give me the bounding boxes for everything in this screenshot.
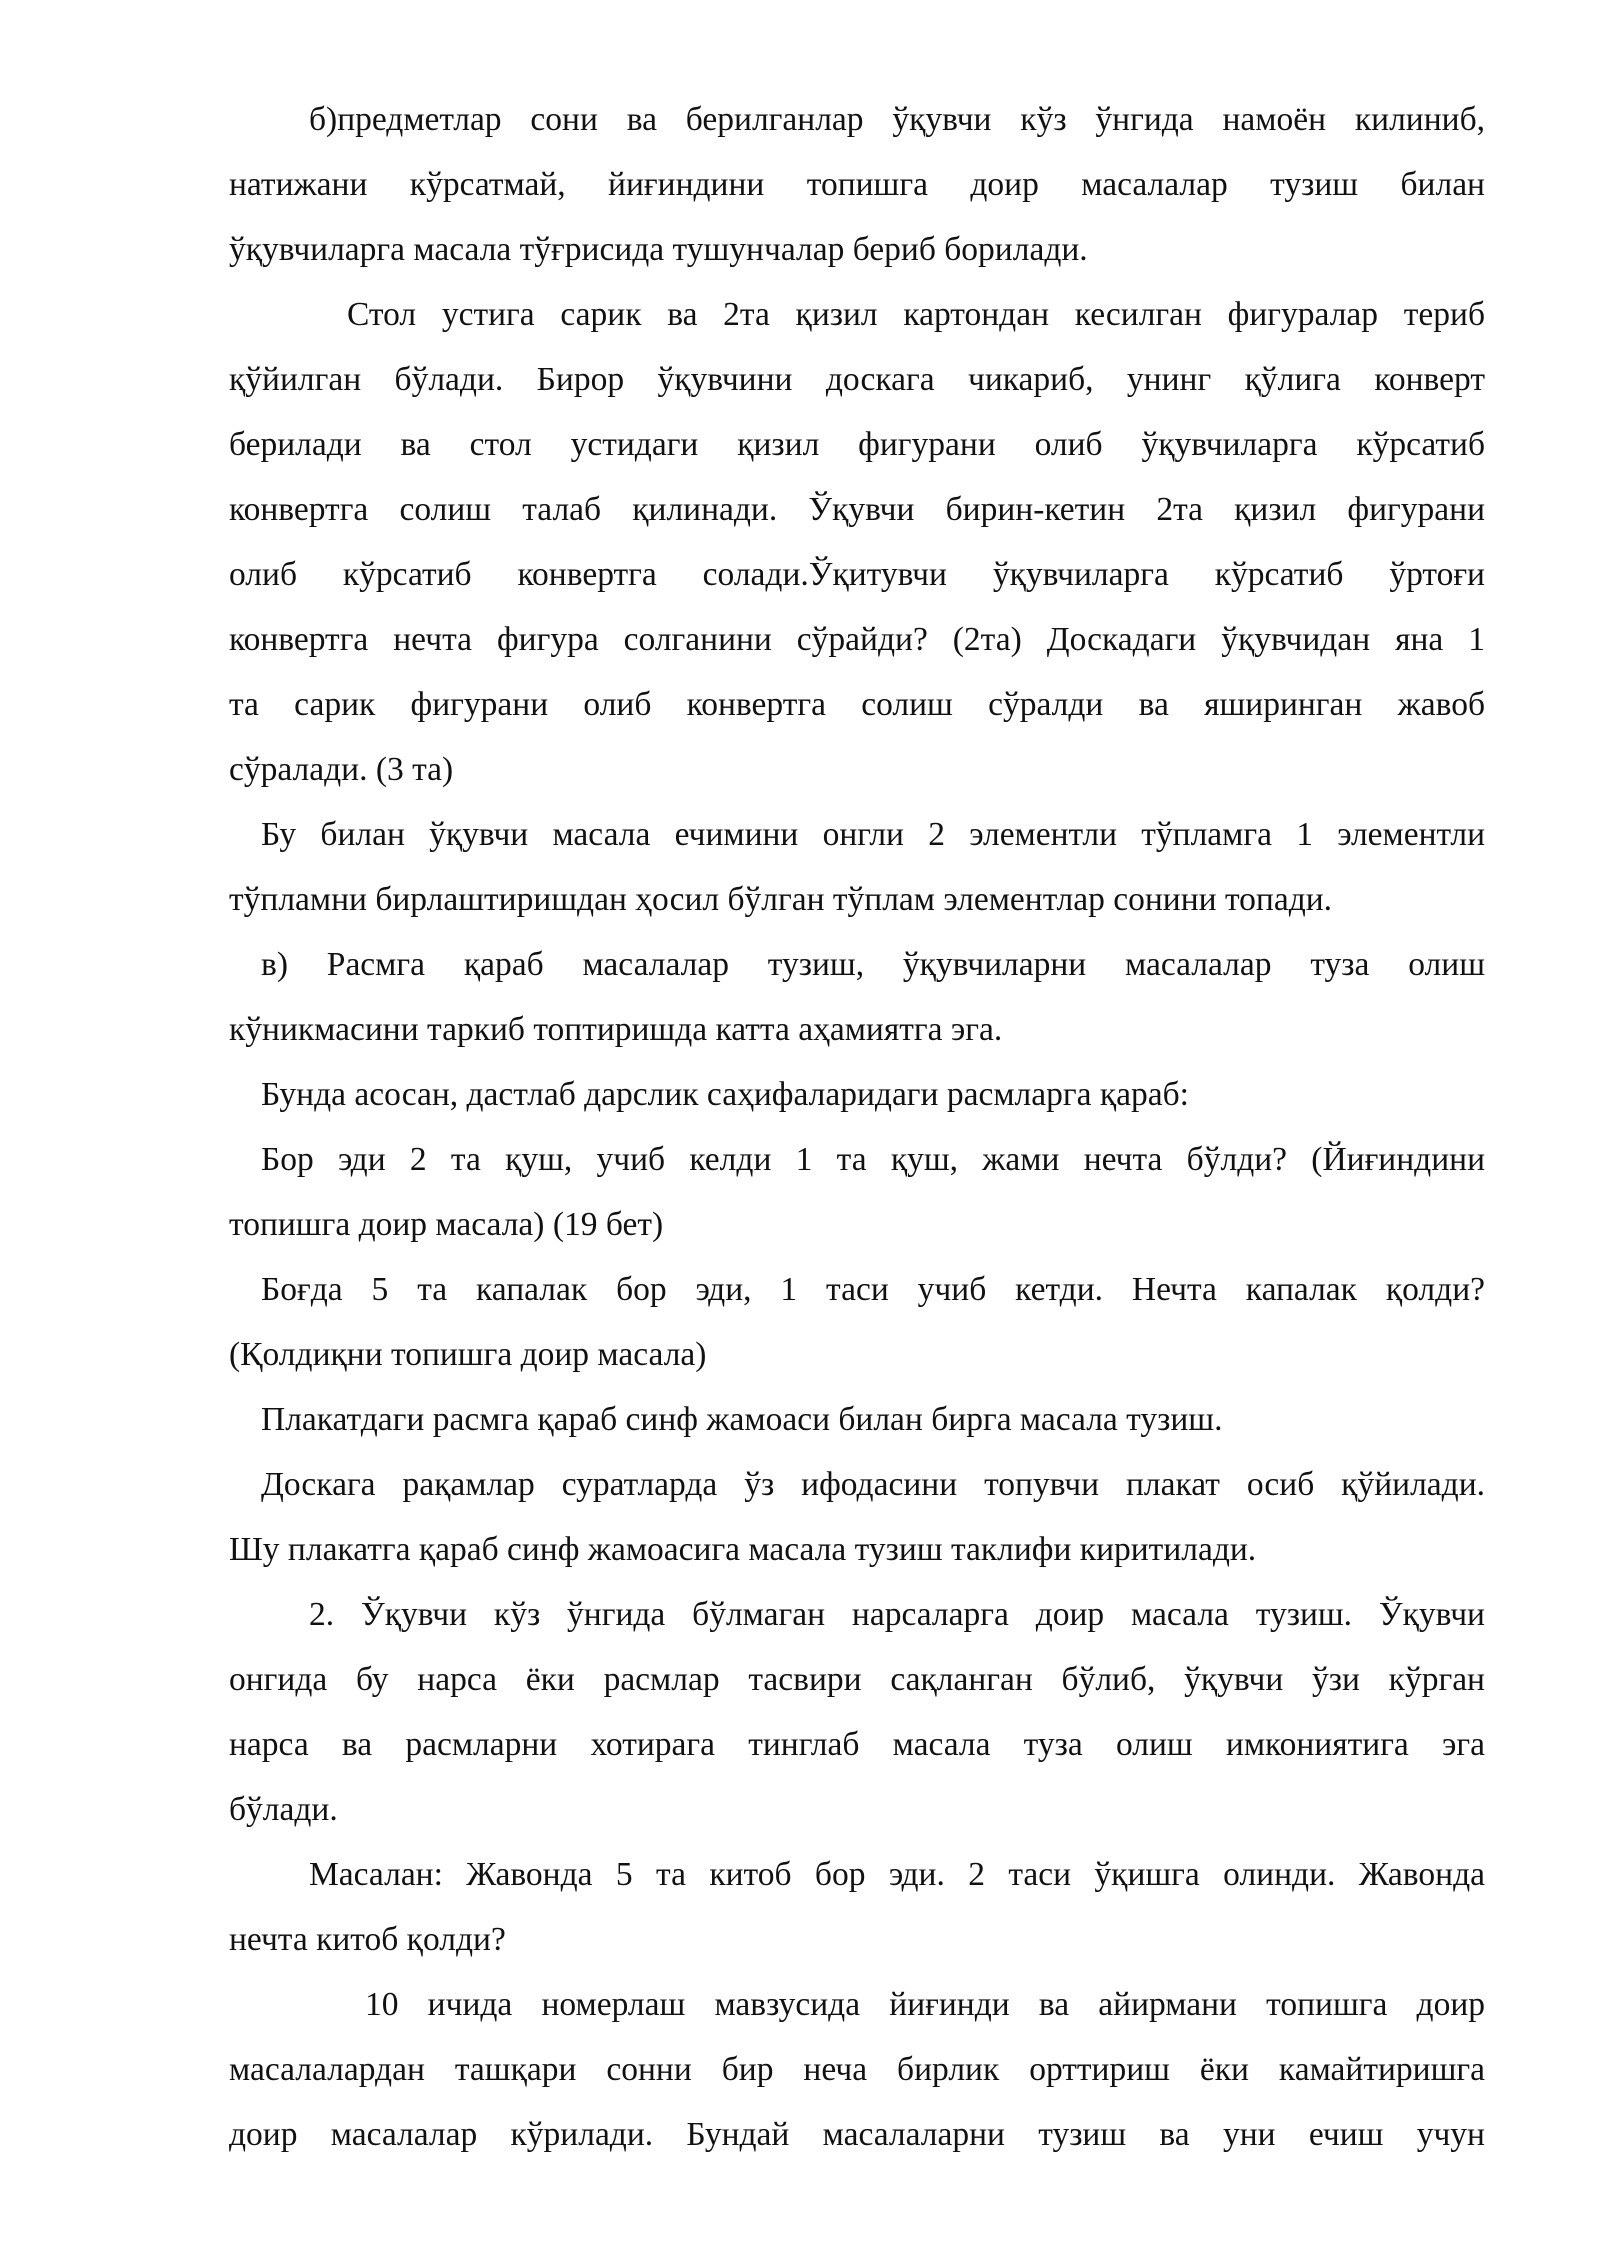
paragraph-line: топишга доир масала) (19 бет): [229, 1206, 664, 1243]
paragraph-line: Шу плакатга қараб синф жамоасига масала тузиш таклифи киритилади.: [229, 1531, 1257, 1568]
paragraph-line: Масалан: Жавонда 5 та китоб бор эди. 2 таси ўқишга олинди. Жавонда: [309, 1856, 1485, 1893]
paragraph-line: конвертга солиш талаб қилинади. Ўқувчи бирин-кетин 2та қизил фигурани: [229, 491, 1485, 528]
paragraph-line: б)предметлар сони ва берилганлар ўқувчи кўз ўнгида намоён килиниб,: [309, 101, 1485, 138]
paragraph-line: тўпламни бирлаштиришдан ҳосил бўлган тўплам элементлар сонини топади.: [229, 881, 1333, 918]
paragraph-line: Плакатдаги расмга қараб синф жамоаси билан бирга масала тузиш.: [261, 1401, 1223, 1438]
paragraph-line: масалалардан ташқари сонни бир неча бирлик орттириш ёки камайтиришга: [229, 2051, 1485, 2088]
paragraph-line: та сарик фигурани олиб конвертга солиш сўралди ва яширинган жавоб: [229, 686, 1485, 723]
paragraph-line: Бор эди 2 та қуш, учиб келди 1 та қуш, жами нечта бўлди? (Йиғиндини: [261, 1141, 1485, 1178]
paragraph-line: натижани кўрсатмай, йиғиндини топишга доир масалалар тузиш билан: [229, 166, 1485, 203]
paragraph-line: Стол устига сарик ва 2та қизил картондан кесилган фигуралар териб: [347, 296, 1485, 333]
paragraph-line: қўйилган бўлади. Бирор ўқувчини доскага чикариб, унинг қўлига конверт: [229, 361, 1485, 398]
paragraph-line: конвертга нечта фигура солганини сўрайди? (2та) Доскадаги ўқувчидан яна 1: [229, 621, 1485, 658]
paragraph-line: кўникмасини таркиб топтиришда катта аҳамиятга эга.: [229, 1011, 1003, 1048]
paragraph-line: нечта китоб қолди?: [229, 1921, 506, 1958]
paragraph-line: олиб кўрсатиб конвертга солади.Ўқитувчи ўқувчиларга кўрсатиб ўртоғи: [229, 556, 1485, 593]
paragraph-line: онгида бу нарса ёки расмлар тасвири сақланган бўлиб, ўқувчи ўзи кўрган: [229, 1661, 1485, 1698]
paragraph-line: доир масалалар кўрилади. Бундай масалаларни тузиш ва уни ечиш учун: [229, 2116, 1485, 2153]
paragraph-line: ўқувчиларга масала тўғрисида тушунчалар бериб борилади.: [229, 231, 1088, 268]
paragraph-line: в) Расмга қараб масалалар тузиш, ўқувчиларни масалалар туза олиш: [261, 946, 1485, 983]
paragraph-line: нарса ва расмларни хотирага тинглаб масала туза олиш имкониятига эга: [229, 1726, 1485, 1763]
paragraph-line: Бу билан ўқувчи масала ечимини онгли 2 элементли тўпламга 1 элементли: [261, 816, 1485, 853]
paragraph-line: берилади ва стол устидаги қизил фигурани олиб ўқувчиларга кўрсатиб: [229, 426, 1485, 463]
paragraph-line: (Қолдиқни топишга доир масала): [229, 1336, 707, 1373]
paragraph-line: бўлади.: [229, 1791, 338, 1828]
paragraph-line: сўралади. (3 та): [229, 751, 454, 788]
paragraph-line: 10 ичида номерлаш мавзусида йиғинди ва айирмани топишга доир: [365, 1986, 1485, 2023]
paragraph-line: Доскага рақамлар суратларда ўз ифодасини топувчи плакат осиб қўйилади.: [261, 1466, 1485, 1503]
paragraph-line: Бунда асосан, дастлаб дарслик саҳифаларидаги расмларга қараб:: [261, 1076, 1189, 1113]
paragraph-line: 2. Ўқувчи кўз ўнгида бўлмаган нарсаларга доир масала тузиш. Ўқувчи: [309, 1596, 1485, 1633]
paragraph-line: Боғда 5 та капалак бор эди, 1 таси учиб кетди. Нечта капалак қолди?: [261, 1271, 1485, 1308]
